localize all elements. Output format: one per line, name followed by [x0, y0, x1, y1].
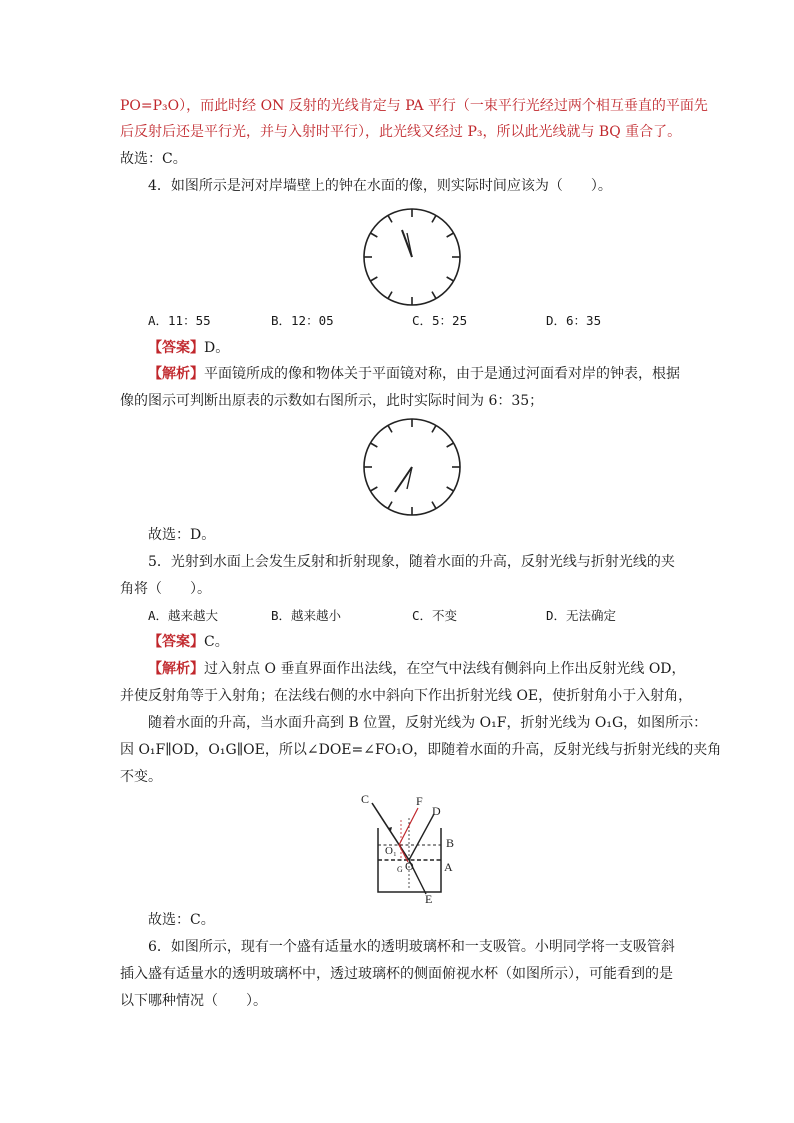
q5-option-d: D．无法确定 — [546, 608, 617, 623]
analysis-tag: 【解析】 — [148, 366, 204, 382]
q4-analysis-line-2: 像的图示可判断出原表的示数如右图所示，此时实际时间为 6：35； — [120, 393, 544, 409]
answer-tag: 【答案】 — [148, 340, 204, 356]
q4-option-a: A．11：55 — [148, 313, 211, 328]
label-f: F — [416, 794, 423, 808]
prev-explanation-line-1: PO=P₃O），而此时经 ON 反射的光线肯定与 PA 平行（一束平行光经过两个相互垂直的平面先 — [120, 98, 708, 114]
q5-analysis-line-5: 不变。 — [120, 769, 162, 785]
label-a: A — [444, 860, 453, 874]
clock-tick — [370, 233, 377, 237]
clock-tick — [447, 443, 454, 447]
q5-stem-line-1: 5．光射到水面上会发生反射和折射现象，随着水面的升高，反射光线与折射光线的夹 — [148, 554, 675, 570]
clock-mirror-image — [357, 205, 467, 310]
clock-tick — [432, 425, 436, 432]
clock-tick — [370, 277, 377, 281]
clock-actual-time — [357, 415, 467, 520]
answer-text: D。 — [204, 340, 230, 356]
analysis-text: 过入射点 O 垂直界面作出法线，在空气中法线有侧斜向上作出反射光线 OD， — [204, 661, 686, 677]
q4-analysis-line-1 — [148, 364, 680, 384]
label-e: E — [425, 892, 433, 905]
clock-tick — [447, 487, 454, 491]
q5-analysis-line-3: 随着水面的升高，当水面升高到 B 位置，反射光线为 O₁F，折射光线为 O₁G，如图所示： — [148, 715, 708, 731]
clock-tick — [447, 277, 454, 281]
q4-answer — [148, 338, 229, 358]
label-o: O — [405, 859, 414, 873]
q4-option-c: C．5：25 — [412, 313, 468, 328]
clock-tick — [388, 502, 392, 509]
answer-text: C。 — [204, 634, 229, 650]
prev-explanation-line-2: 后反射后还是平行光，并与入射时平行），此光线又经过 P₃，所以此光线就与 BQ 重合了。 — [120, 124, 682, 140]
label-o1: O₁ — [385, 845, 397, 857]
analysis-tag: 【解析】 — [148, 661, 204, 677]
q6-stem-line-2: 插入盛有适量水的透明玻璃杯中，透过玻璃杯的侧面俯视水杯（如图所示），可能看到的是 — [120, 966, 673, 982]
q5-analysis-line-1 — [148, 659, 686, 679]
clock-tick — [388, 292, 392, 299]
q4-option-b: B．12：05 — [271, 313, 334, 328]
clock-tick — [432, 215, 436, 222]
clock-tick — [370, 443, 377, 447]
label-g: G — [397, 865, 403, 874]
clock-tick — [447, 233, 454, 237]
label-d: D — [432, 804, 441, 818]
q4-conclusion: 故选：D。 — [148, 527, 216, 543]
clock-tick — [432, 502, 436, 509]
q5-analysis-line-4: 因 O₁F∥OD，O₁G∥OE，所以∠DOE=∠FO₁O，即随着水面的升高，反射光线与折射光线的夹角 — [120, 742, 722, 758]
q6-stem-line-1: 6．如图所示，现有一个盛有适量水的透明玻璃杯和一支吸管。小明同学将一支吸管斜 — [148, 939, 675, 955]
clock-tick — [370, 487, 377, 491]
q5-conclusion: 故选：C。 — [148, 912, 215, 928]
answer-tag: 【答案】 — [148, 634, 204, 650]
q5-answer — [148, 632, 229, 652]
prev-conclusion: 故选：C。 — [120, 151, 187, 167]
clock-tick — [388, 215, 392, 222]
label-b: B — [446, 836, 455, 850]
q6-stem-line-3: 以下哪种情况（ ）。 — [120, 993, 267, 1009]
q5-option-b: B．越来越小 — [271, 608, 342, 623]
q4-option-d: D．6：35 — [546, 313, 602, 328]
q5-analysis-line-2: 并使反射角等于入射角；在法线右侧的水中斜向下作出折射光线 OE，使折射角小于入射角， — [120, 688, 693, 704]
clock-tick — [388, 425, 392, 432]
analysis-text: 平面镜所成的像和物体关于平面镜对称，由于是通过河面看对岸的钟表，根据 — [204, 366, 680, 382]
q5-stem-line-2: 角将（ ）。 — [120, 581, 211, 597]
q4-stem: 4．如图所示是河对岸墙壁上的钟在水面的像，则实际时间应该为（ ）。 — [148, 178, 612, 194]
q5-option-a: A．越来越大 — [148, 608, 219, 623]
clock-tick — [432, 292, 436, 299]
label-c: C — [361, 792, 370, 806]
light-reflection-refraction-figure — [358, 790, 463, 905]
q5-option-c: C．不变 — [412, 608, 458, 623]
